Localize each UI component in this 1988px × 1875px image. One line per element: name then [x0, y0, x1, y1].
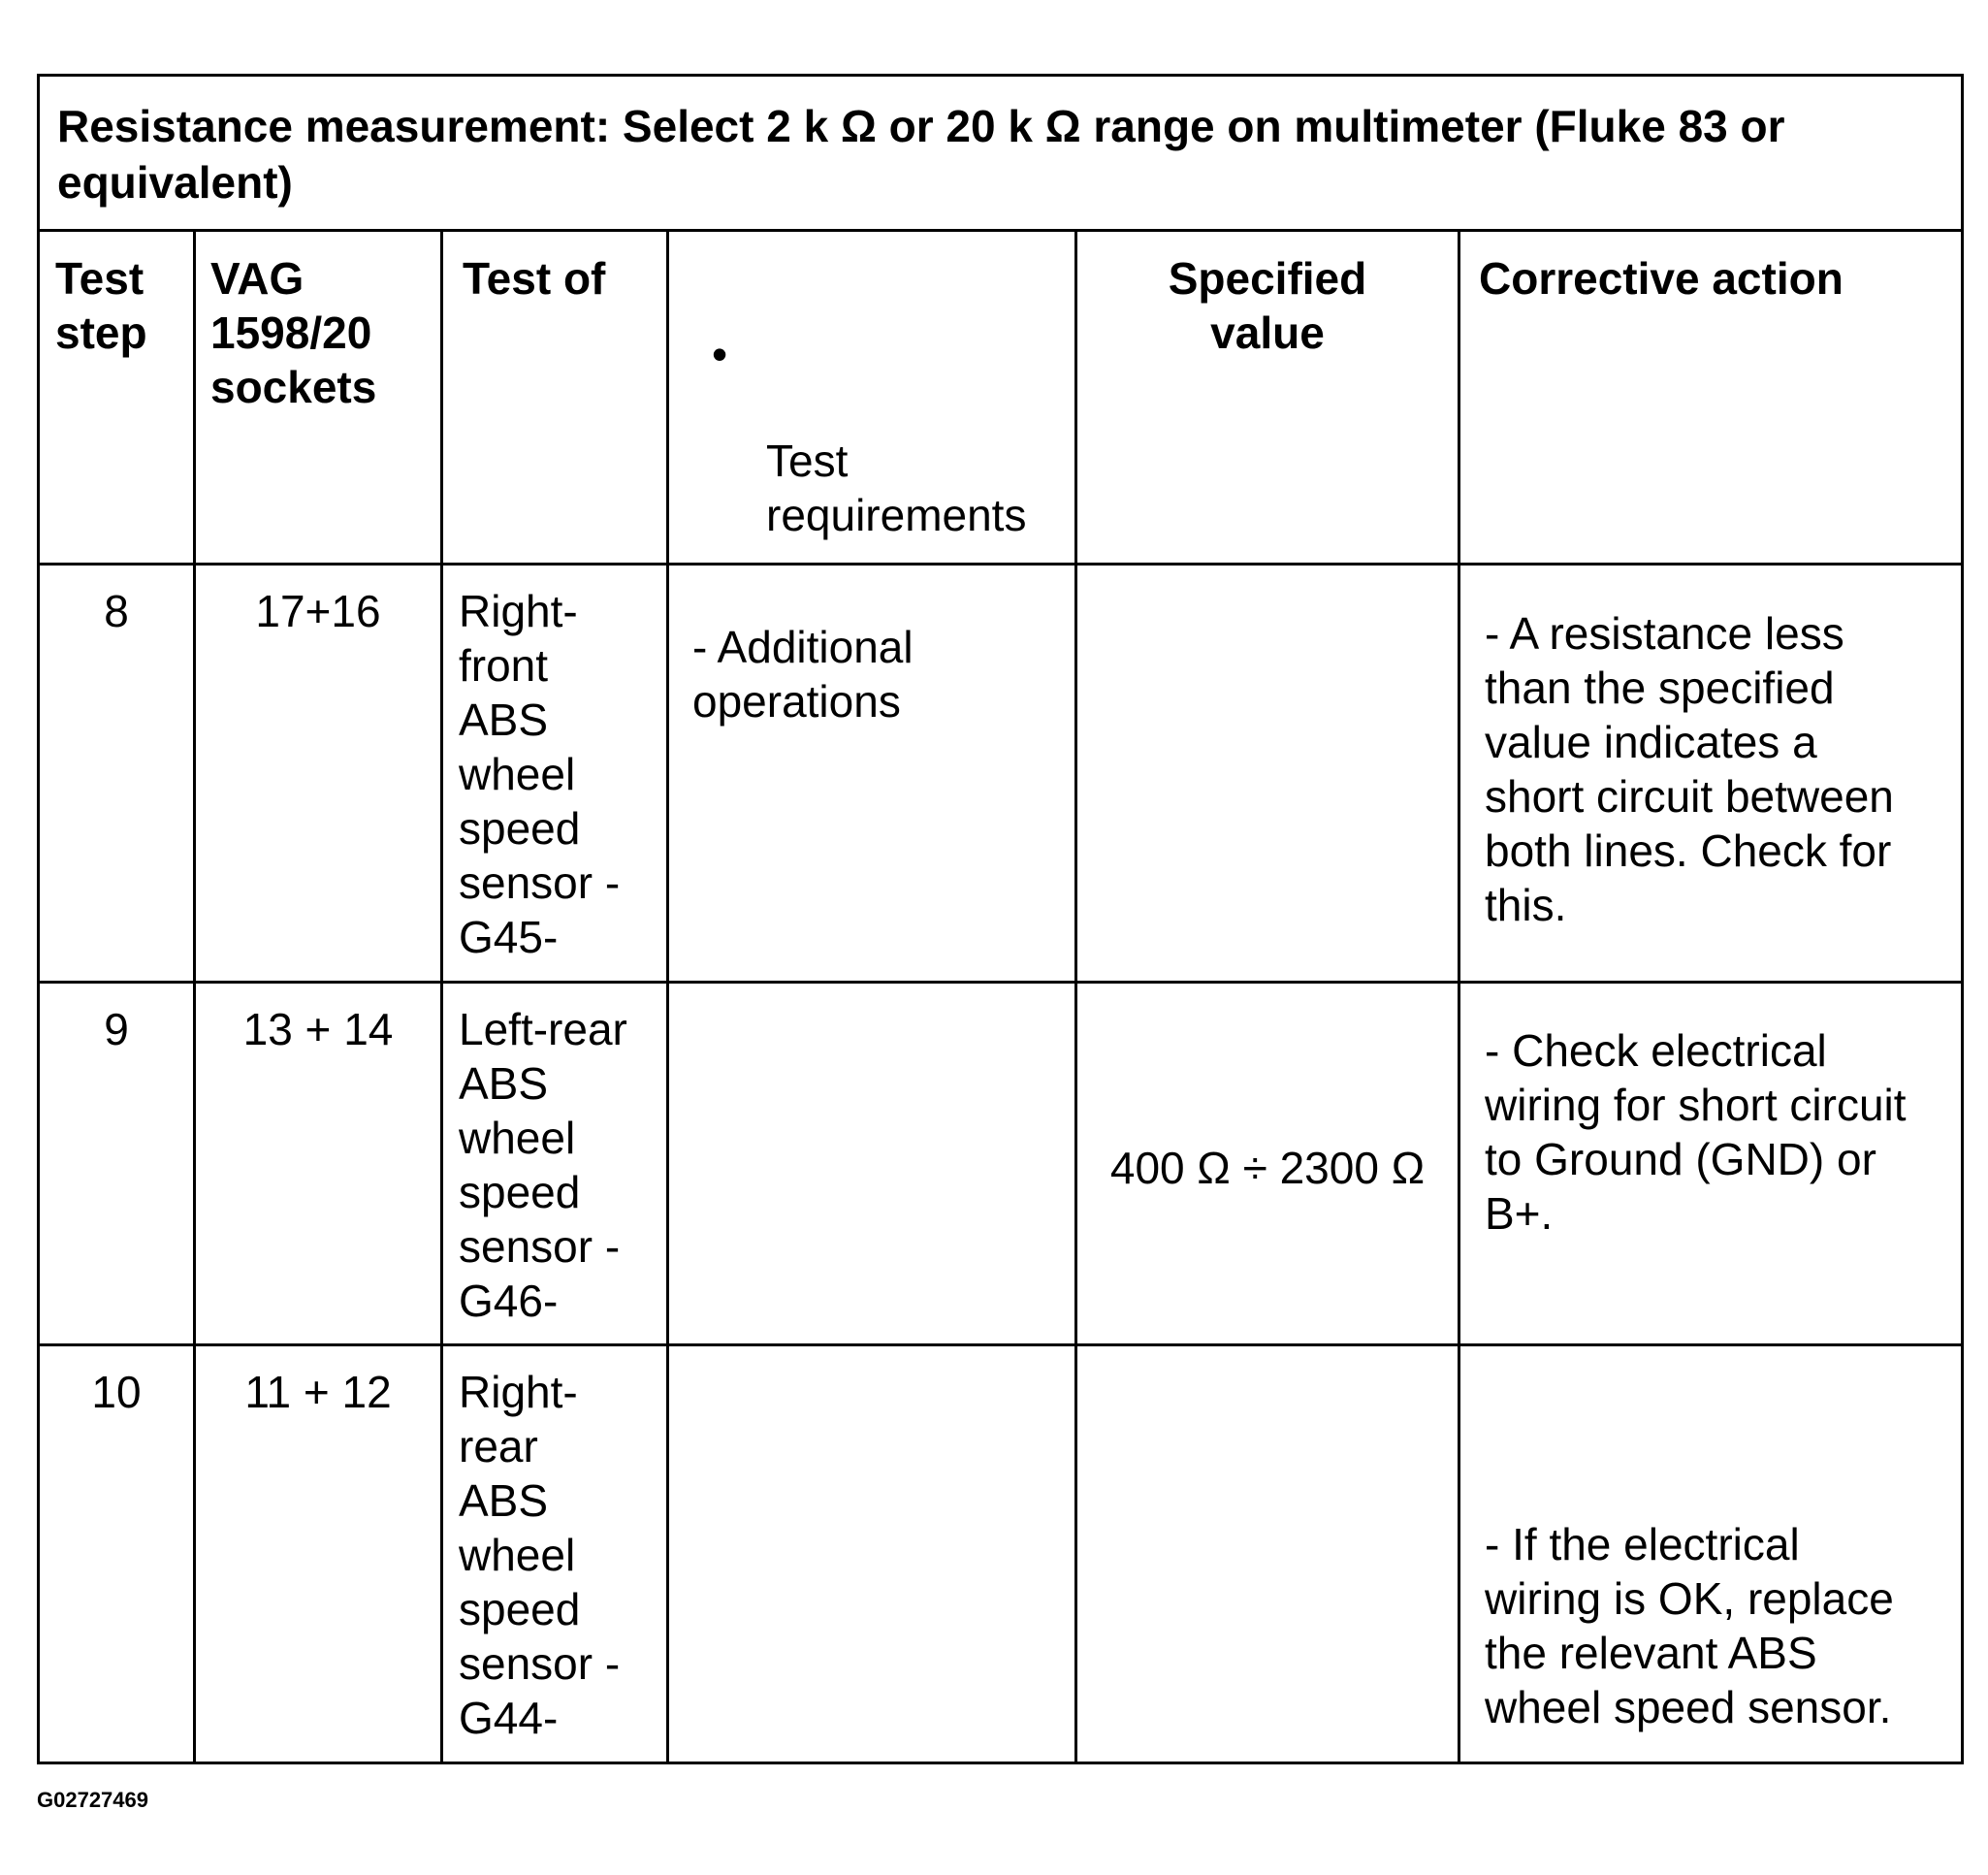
bullet-icon: • [712, 329, 728, 379]
divider [40, 981, 1961, 984]
row-9-sockets: 13 + 14 [242, 1004, 394, 1054]
row-10-corrective: - If the electrical wiring is OK, replace the relevant ABS wheel speed sensor. [1485, 1519, 1894, 1732]
row-8-step: 8 [104, 586, 129, 636]
requirements-bullet-row [669, 325, 1072, 542]
header-test-requirements [669, 271, 1072, 783]
table-title: Resistance measurement: Select 2 k Ω or 20 k Ω range on multimeter (Fluke 83 or equivalent) [57, 101, 1785, 208]
divider [40, 229, 1961, 232]
header-specified-value: Specified value [1168, 253, 1367, 358]
divider [1458, 229, 1460, 1762]
requirements-label: Test requirements [766, 436, 1027, 540]
header-sockets: VAG 1598/20 sockets [210, 253, 377, 412]
header-test-step: Test step [55, 253, 147, 358]
row-10-test-of: Right- rear ABS wheel speed sensor - G44- [459, 1367, 621, 1743]
row-8-sockets: 17+16 [255, 586, 381, 636]
row-9-step: 9 [104, 1004, 129, 1054]
row-10-sockets: 11 + 12 [244, 1367, 392, 1417]
row-9-test-of: Left-rear ABS wheel speed sensor - G46- [459, 1004, 627, 1326]
row-8-test-of: Right- front ABS wheel speed sensor - G45- [459, 586, 621, 962]
header-test-of: Test of [463, 253, 606, 304]
row-8-corrective: - A resistance less than the specified value indicates a short circuit between both lines. Check for this. [1485, 608, 1894, 930]
figure-id: G02727469 [37, 1788, 148, 1812]
row-9-specified-value: 400 Ω ÷ 2300 Ω [1109, 1143, 1426, 1193]
row-9-corrective: - Check electrical wiring for short circuit to Ground (GND) or B+. [1485, 1025, 1907, 1239]
resistance-test-table [37, 74, 1964, 1764]
divider [440, 229, 443, 1762]
additional-operations-label: - Additional operations [692, 622, 914, 727]
divider [193, 229, 196, 1762]
header-corrective-action: Corrective action [1479, 253, 1844, 304]
row-10-step: 10 [91, 1367, 142, 1417]
divider [1074, 229, 1077, 1762]
divider [40, 1343, 1961, 1346]
